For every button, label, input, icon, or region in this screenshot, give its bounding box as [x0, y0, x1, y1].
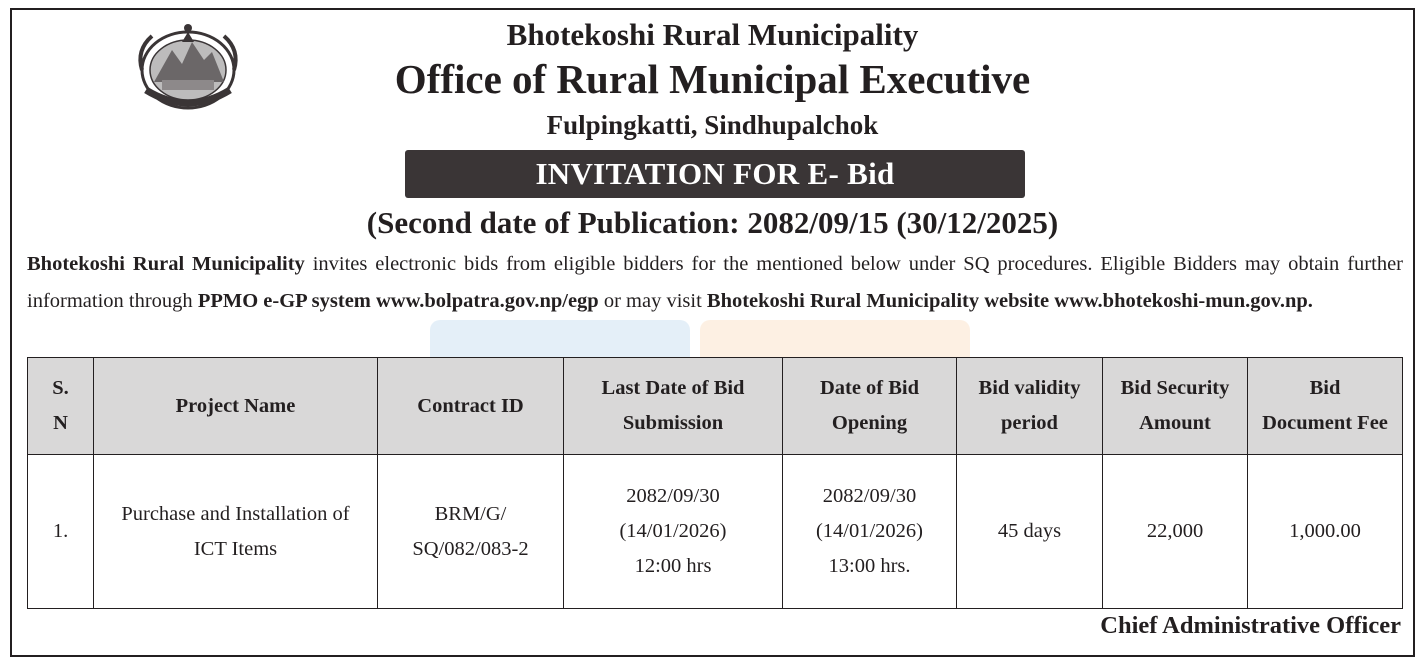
notice-banner: INVITATION FOR E- Bid — [405, 150, 1025, 198]
col-header-sn: S. N — [28, 358, 94, 455]
office-address: Fulpingkatti, Sindhupalchok — [546, 110, 879, 140]
cell-contract-id: BRM/G/ SQ/082/083-2 — [378, 455, 564, 609]
col-header-validity: Bid validity period — [957, 358, 1103, 455]
cell-sn: 1. — [28, 455, 94, 609]
bid-table — [27, 357, 1403, 609]
cell-fee: 1,000.00 — [1248, 455, 1403, 609]
cell-validity: 45 days — [957, 455, 1103, 609]
col-header-project: Project Name — [94, 358, 378, 455]
intro-text-2: or may visit — [598, 290, 707, 312]
cell-security: 22,000 — [1103, 455, 1248, 609]
municipality-name: Bhotekoshi Rural Municipality — [506, 17, 919, 52]
cell-project: Purchase and Installation of ICT Items — [94, 455, 378, 609]
intro-website: Bhotekoshi Rural Municipality website www.bhotekoshi-mun.gov.np. — [706, 290, 1313, 312]
col-header-opening: Date of Bid Opening — [783, 358, 957, 455]
intro-text-1: invites electronic bids from eligible bidders for the mentioned below under SQ procedures. Eligible Bidders may obtain further information through — [27, 253, 1403, 312]
intro-municipality: Bhotekoshi Rural Municipality — [27, 253, 305, 275]
cell-last-date: 2082/09/30 (14/01/2026) 12:00 hrs — [564, 455, 783, 609]
col-header-contract: Contract ID — [378, 358, 564, 455]
intro-egp-link: PPMO e-GP system www.bolpatra.gov.np/egp — [197, 290, 599, 312]
intro-paragraph — [27, 246, 1403, 320]
col-header-fee: Bid Document Fee — [1248, 358, 1403, 455]
publication-date: (Second date of Publication: 2082/09/15 (30/12/2025) — [366, 205, 1059, 240]
col-header-security: Bid Security Amount — [1103, 358, 1248, 455]
table-row — [28, 455, 1403, 609]
office-title: Office of Rural Municipal Executive — [394, 56, 1031, 102]
table-header-row — [28, 358, 1403, 455]
signatory-title: Chief Administrative Officer — [1100, 612, 1401, 639]
cell-opening-date: 2082/09/30 (14/01/2026) 13:00 hrs. — [783, 455, 957, 609]
col-header-last-date: Last Date of Bid Submission — [564, 358, 783, 455]
